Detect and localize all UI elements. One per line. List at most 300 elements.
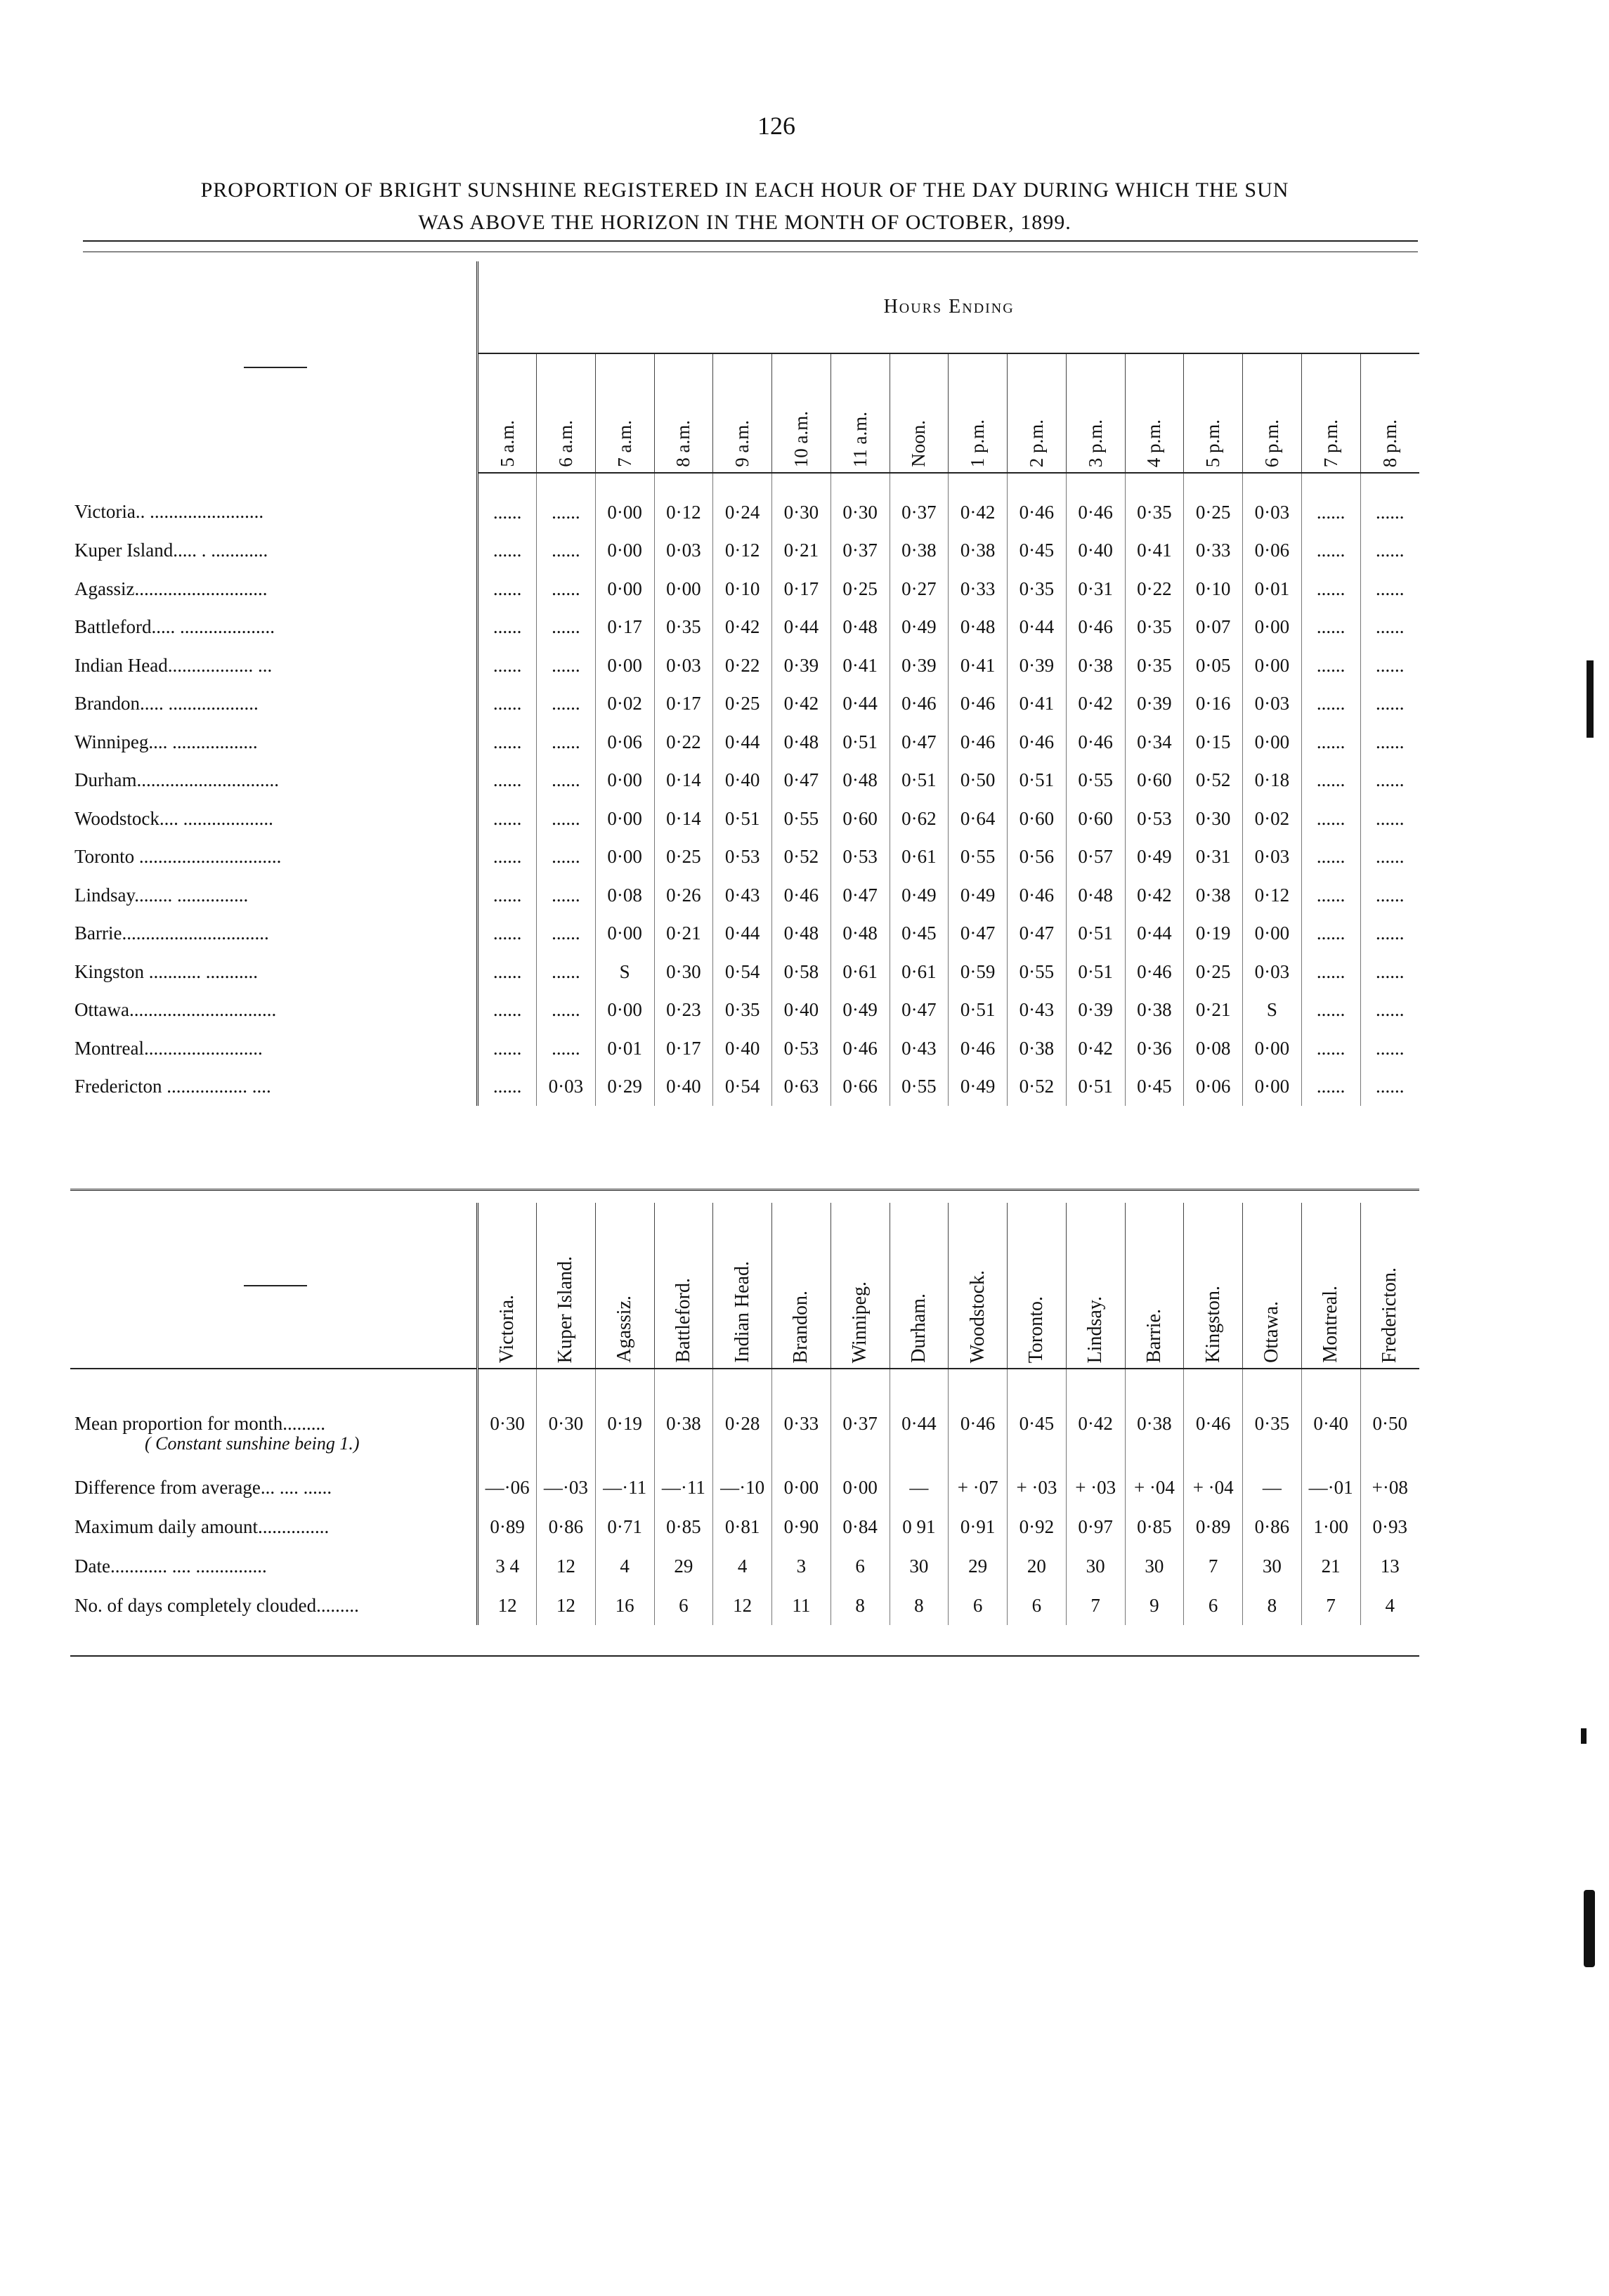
summary-value: 30 bbox=[890, 1546, 949, 1586]
sunshine-value: 0·51 bbox=[713, 800, 772, 838]
sunshine-value: 0·49 bbox=[1125, 838, 1184, 877]
station-name: Winnipeg.... .................. bbox=[70, 723, 478, 762]
station-name: Toronto .............................. bbox=[70, 838, 478, 877]
sunshine-value: 0·36 bbox=[1125, 1029, 1184, 1068]
sunshine-value: ...... bbox=[537, 473, 596, 532]
station-label: Barrie. bbox=[1142, 1309, 1165, 1363]
summary-value: 0·91 bbox=[949, 1507, 1008, 1546]
sunshine-value: ...... bbox=[1360, 991, 1419, 1030]
sunshine-value: 0·58 bbox=[772, 953, 831, 991]
sunshine-value: 0·40 bbox=[713, 762, 772, 800]
sunshine-value: 0·63 bbox=[772, 1068, 831, 1107]
table-stub-header bbox=[70, 261, 478, 473]
sunshine-value: 0·35 bbox=[1125, 608, 1184, 647]
station-column-header bbox=[1360, 1203, 1419, 1369]
sunshine-value: ...... bbox=[1301, 1029, 1360, 1068]
sunshine-value: ...... bbox=[537, 646, 596, 685]
sunshine-value: ...... bbox=[478, 723, 537, 762]
hour-column-header bbox=[537, 353, 596, 473]
station-name: Durham.............................. bbox=[70, 762, 478, 800]
sunshine-value: ...... bbox=[537, 608, 596, 647]
summary-value: 0·40 bbox=[1301, 1369, 1360, 1468]
sunshine-value: 0·66 bbox=[830, 1068, 890, 1107]
sunshine-value: ...... bbox=[478, 800, 537, 838]
sunshine-value: 0·43 bbox=[713, 876, 772, 915]
sunshine-value: 0·39 bbox=[1066, 991, 1125, 1030]
sunshine-value: 0·49 bbox=[830, 991, 890, 1030]
station-name: Montreal......................... bbox=[70, 1029, 478, 1068]
sunshine-value: 0·22 bbox=[1125, 570, 1184, 608]
hour-column-header bbox=[478, 353, 537, 473]
table-row bbox=[70, 1468, 1419, 1507]
sunshine-value: S bbox=[1243, 991, 1302, 1030]
sunshine-value: ...... bbox=[537, 838, 596, 877]
sunshine-value: 0·25 bbox=[1184, 473, 1243, 532]
row-label-text: Mean proportion for month......... bbox=[74, 1412, 325, 1434]
row-label-text: Difference from average... .... ...... bbox=[74, 1476, 332, 1498]
sunshine-value: 0·49 bbox=[890, 608, 949, 647]
table-row bbox=[70, 1029, 1419, 1068]
table-row bbox=[70, 1507, 1419, 1546]
sunshine-value: 0·41 bbox=[1008, 685, 1067, 724]
sunshine-value: ...... bbox=[537, 532, 596, 570]
sunshine-value: 0·02 bbox=[595, 685, 654, 724]
sunshine-value: 0·35 bbox=[654, 608, 713, 647]
sunshine-value: 0·55 bbox=[890, 1068, 949, 1107]
sunshine-value: 0·00 bbox=[1243, 646, 1302, 685]
row-note: ( Constant sunshine being 1.) bbox=[145, 1433, 360, 1454]
summary-value: 4 bbox=[713, 1546, 772, 1586]
sunshine-value: 0·44 bbox=[830, 685, 890, 724]
sunshine-value: 0·46 bbox=[949, 685, 1008, 724]
summary-value: 29 bbox=[949, 1546, 1008, 1586]
sunshine-value: 0·35 bbox=[713, 991, 772, 1030]
sunshine-value: 0·42 bbox=[713, 608, 772, 647]
hour-label: 7 a.m. bbox=[613, 420, 635, 467]
row-label-text: Date............ .... ............... bbox=[74, 1555, 267, 1577]
summary-value: 0·38 bbox=[654, 1369, 713, 1468]
sunshine-value: ...... bbox=[537, 723, 596, 762]
sunshine-value: 0·37 bbox=[890, 473, 949, 532]
sunshine-value: ...... bbox=[1360, 570, 1419, 608]
summary-value: + ·04 bbox=[1184, 1468, 1243, 1507]
summary-value: 0·85 bbox=[1125, 1507, 1184, 1546]
summary-value: 0·86 bbox=[537, 1507, 596, 1546]
sunshine-value: 0·48 bbox=[772, 915, 831, 953]
summary-value: 4 bbox=[595, 1546, 654, 1586]
sunshine-value: ...... bbox=[1301, 838, 1360, 877]
sunshine-value: 0·47 bbox=[890, 723, 949, 762]
summary-value: 0·85 bbox=[654, 1507, 713, 1546]
summary-value: 29 bbox=[654, 1546, 713, 1586]
scan-edge-mark bbox=[1587, 660, 1594, 738]
sunshine-value: ...... bbox=[1360, 1068, 1419, 1107]
sunshine-value: ...... bbox=[1301, 608, 1360, 647]
sunshine-value: 0·03 bbox=[1243, 953, 1302, 991]
sunshine-value: 0·21 bbox=[654, 915, 713, 953]
page-number: 126 bbox=[757, 112, 795, 140]
sunshine-value: 0·42 bbox=[949, 473, 1008, 532]
sunshine-value: 0·34 bbox=[1125, 723, 1184, 762]
summary-value: 6 bbox=[1008, 1586, 1067, 1625]
station-label: Ottawa. bbox=[1261, 1301, 1283, 1363]
summary-value: 6 bbox=[1184, 1586, 1243, 1625]
sunshine-value: ...... bbox=[1301, 876, 1360, 915]
sunshine-value: 0·00 bbox=[595, 838, 654, 877]
station-column-header bbox=[478, 1203, 537, 1369]
summary-value: 0·90 bbox=[772, 1507, 831, 1546]
sunshine-value: ...... bbox=[478, 1068, 537, 1107]
sunshine-value: 0·14 bbox=[654, 762, 713, 800]
sunshine-value: 0·42 bbox=[1066, 1029, 1125, 1068]
station-label: Lindsay. bbox=[1084, 1296, 1107, 1363]
station-name: Kingston ........... ........... bbox=[70, 953, 478, 991]
sunshine-value: ...... bbox=[478, 953, 537, 991]
sunshine-value: 0·60 bbox=[1066, 800, 1125, 838]
hour-label: 7 p.m. bbox=[1320, 419, 1341, 467]
sunshine-value: 0·62 bbox=[890, 800, 949, 838]
hour-column-header bbox=[949, 353, 1008, 473]
sunshine-value: ...... bbox=[478, 532, 537, 570]
sunshine-value: 0·40 bbox=[654, 1068, 713, 1107]
station-label: Winnipeg. bbox=[849, 1281, 871, 1363]
station-label: Toronto. bbox=[1025, 1296, 1048, 1363]
sunshine-value: 0·46 bbox=[1008, 723, 1067, 762]
sunshine-value: 0·00 bbox=[595, 762, 654, 800]
summary-value: —·11 bbox=[595, 1468, 654, 1507]
sunshine-value: 0·00 bbox=[1243, 915, 1302, 953]
summary-value: 0·44 bbox=[890, 1369, 949, 1468]
summary-value: —·10 bbox=[713, 1468, 772, 1507]
sunshine-value: 0·24 bbox=[713, 473, 772, 532]
sunshine-value: ...... bbox=[537, 1029, 596, 1068]
sunshine-value: 0·59 bbox=[949, 953, 1008, 991]
sunshine-value: 0·46 bbox=[890, 685, 949, 724]
sunshine-value: 0·10 bbox=[1184, 570, 1243, 608]
sunshine-value: ...... bbox=[1360, 838, 1419, 877]
sunshine-value: 0·35 bbox=[1125, 646, 1184, 685]
summary-value: +·08 bbox=[1360, 1468, 1419, 1507]
sunshine-value: 0·00 bbox=[595, 532, 654, 570]
sunshine-value: 0·54 bbox=[713, 1068, 772, 1107]
sunshine-value: 0·47 bbox=[949, 915, 1008, 953]
station-column-header bbox=[1125, 1203, 1184, 1369]
sunshine-value: ...... bbox=[537, 915, 596, 953]
sunshine-value: 0·53 bbox=[830, 838, 890, 877]
hour-label: 5 a.m. bbox=[496, 420, 518, 467]
summary-value: 7 bbox=[1184, 1546, 1243, 1586]
station-label: Victoria. bbox=[496, 1294, 519, 1363]
table-row bbox=[70, 1068, 1419, 1107]
hour-label: 9 a.m. bbox=[731, 420, 753, 467]
sunshine-value: ...... bbox=[1360, 762, 1419, 800]
sunshine-value: ...... bbox=[1360, 473, 1419, 532]
sunshine-value: 0·47 bbox=[772, 762, 831, 800]
summary-table bbox=[70, 1203, 1419, 1625]
sunshine-value: ...... bbox=[1301, 646, 1360, 685]
sunshine-value: ...... bbox=[1360, 646, 1419, 685]
sunshine-value: ...... bbox=[478, 876, 537, 915]
hourly-table-body bbox=[70, 473, 1419, 1106]
table-row bbox=[70, 570, 1419, 608]
summary-value: 0·46 bbox=[949, 1369, 1008, 1468]
sunshine-value: 0·33 bbox=[949, 570, 1008, 608]
hour-label: 10 a.m. bbox=[790, 410, 812, 467]
sunshine-value: ...... bbox=[1360, 723, 1419, 762]
sunshine-value: 0·49 bbox=[949, 1068, 1008, 1107]
sunshine-value: 0·00 bbox=[595, 915, 654, 953]
sunshine-value: 0·12 bbox=[1243, 876, 1302, 915]
station-name: Indian Head.................. ... bbox=[70, 646, 478, 685]
sunshine-value: 0·55 bbox=[1008, 953, 1067, 991]
sunshine-value: 0·46 bbox=[1066, 723, 1125, 762]
sunshine-value: 0·40 bbox=[772, 991, 831, 1030]
station-column-header bbox=[713, 1203, 772, 1369]
station-column-header bbox=[654, 1203, 713, 1369]
table-row bbox=[70, 723, 1419, 762]
sunshine-value: 0·56 bbox=[1008, 838, 1067, 877]
sunshine-value: ...... bbox=[1301, 570, 1360, 608]
station-column-header bbox=[949, 1203, 1008, 1369]
section-rule bbox=[70, 1189, 1419, 1191]
sunshine-value: 0·30 bbox=[772, 473, 831, 532]
sunshine-value: 0·46 bbox=[1066, 608, 1125, 647]
hour-column-header bbox=[1301, 353, 1360, 473]
sunshine-value: ...... bbox=[478, 685, 537, 724]
station-label: Montreal. bbox=[1320, 1286, 1342, 1363]
sunshine-value: 0·08 bbox=[1184, 1029, 1243, 1068]
sunshine-value: 0·48 bbox=[1066, 876, 1125, 915]
station-name: Kuper Island..... . ............ bbox=[70, 532, 478, 570]
summary-row-label bbox=[70, 1468, 478, 1507]
summary-value: 0·42 bbox=[1066, 1369, 1125, 1468]
summary-value: — bbox=[1243, 1468, 1302, 1507]
sunshine-value: 0·52 bbox=[772, 838, 831, 877]
summary-value: 6 bbox=[949, 1586, 1008, 1625]
scan-edge-mark bbox=[1584, 1890, 1595, 1967]
hour-label: 1 p.m. bbox=[967, 419, 989, 467]
sunshine-value: 0·43 bbox=[890, 1029, 949, 1068]
sunshine-value: ...... bbox=[1301, 991, 1360, 1030]
hour-column-header bbox=[1360, 353, 1419, 473]
summary-value: + ·03 bbox=[1008, 1468, 1067, 1507]
summary-table-body bbox=[70, 1369, 1419, 1625]
page-title bbox=[70, 174, 1419, 239]
table-row bbox=[70, 762, 1419, 800]
sunshine-value: 0·41 bbox=[1125, 532, 1184, 570]
summary-value: —·01 bbox=[1301, 1468, 1360, 1507]
sunshine-value: 0·03 bbox=[1243, 838, 1302, 877]
sunshine-value: ...... bbox=[1360, 953, 1419, 991]
sunshine-value: ...... bbox=[1360, 532, 1419, 570]
sunshine-value: 0·27 bbox=[890, 570, 949, 608]
sunshine-value: 0·60 bbox=[1125, 762, 1184, 800]
sunshine-value: 0·18 bbox=[1243, 762, 1302, 800]
station-column-header bbox=[595, 1203, 654, 1369]
sunshine-value: 0·44 bbox=[772, 608, 831, 647]
station-column-header bbox=[537, 1203, 596, 1369]
station-name: Lindsay........ ............... bbox=[70, 876, 478, 915]
sunshine-value: ...... bbox=[1360, 685, 1419, 724]
sunshine-value: 0·06 bbox=[1184, 1068, 1243, 1107]
hour-label: 2 p.m. bbox=[1025, 419, 1047, 467]
summary-value: 1·00 bbox=[1301, 1507, 1360, 1546]
sunshine-value: 0·38 bbox=[1125, 991, 1184, 1030]
sunshine-value: 0·51 bbox=[830, 723, 890, 762]
sunshine-value: ...... bbox=[478, 762, 537, 800]
table-row bbox=[70, 685, 1419, 724]
sunshine-value: ...... bbox=[537, 762, 596, 800]
sunshine-value: 0·12 bbox=[654, 473, 713, 532]
sunshine-value: ...... bbox=[1360, 1029, 1419, 1068]
sunshine-value: 0·38 bbox=[1066, 646, 1125, 685]
hour-column-header bbox=[1243, 353, 1302, 473]
sunshine-value: 0·46 bbox=[772, 876, 831, 915]
table-row bbox=[70, 1546, 1419, 1586]
sunshine-value: 0·47 bbox=[830, 876, 890, 915]
summary-value: 0·35 bbox=[1243, 1369, 1302, 1468]
table-row bbox=[70, 953, 1419, 991]
station-column-header bbox=[1243, 1203, 1302, 1369]
hour-column-header bbox=[1184, 353, 1243, 473]
stub-dash bbox=[244, 1285, 307, 1286]
sunshine-value: ...... bbox=[1301, 532, 1360, 570]
sunshine-value: 0·31 bbox=[1184, 838, 1243, 877]
sunshine-value: 0·48 bbox=[772, 723, 831, 762]
sunshine-value: 0·17 bbox=[654, 1029, 713, 1068]
summary-value: 0·93 bbox=[1360, 1507, 1419, 1546]
table-row bbox=[70, 876, 1419, 915]
summary-value: 0·30 bbox=[537, 1369, 596, 1468]
summary-value: 0·46 bbox=[1184, 1369, 1243, 1468]
sunshine-value: 0·25 bbox=[654, 838, 713, 877]
sunshine-value: 0·45 bbox=[1008, 532, 1067, 570]
sunshine-value: 0·35 bbox=[1008, 570, 1067, 608]
sunshine-value: 0·51 bbox=[890, 762, 949, 800]
station-column-header bbox=[772, 1203, 831, 1369]
sunshine-value: 0·03 bbox=[1243, 685, 1302, 724]
sunshine-value: 0·61 bbox=[890, 953, 949, 991]
station-label: Fredericton. bbox=[1379, 1267, 1401, 1363]
sunshine-value: 0·55 bbox=[949, 838, 1008, 877]
sunshine-value: 0·01 bbox=[1243, 570, 1302, 608]
summary-value: 7 bbox=[1301, 1586, 1360, 1625]
sunshine-value: 0·00 bbox=[654, 570, 713, 608]
station-label: Brandon. bbox=[790, 1290, 812, 1363]
summary-value: 0·45 bbox=[1008, 1369, 1067, 1468]
station-column-header bbox=[1301, 1203, 1360, 1369]
summary-value: 3 4 bbox=[478, 1546, 537, 1586]
sunshine-value: 0·30 bbox=[1184, 800, 1243, 838]
summary-row-label bbox=[70, 1369, 478, 1468]
sunshine-value: 0·46 bbox=[1008, 473, 1067, 532]
summary-value: 0·28 bbox=[713, 1369, 772, 1468]
hours-ending-header: Hours Ending bbox=[478, 261, 1419, 353]
sunshine-value: 0·46 bbox=[1125, 953, 1184, 991]
summary-row-label bbox=[70, 1546, 478, 1586]
sunshine-value: ...... bbox=[537, 953, 596, 991]
sunshine-value: 0·37 bbox=[830, 532, 890, 570]
summary-value: 11 bbox=[772, 1586, 831, 1625]
sunshine-value: 0·02 bbox=[1243, 800, 1302, 838]
sunshine-value: S bbox=[595, 953, 654, 991]
sunshine-value: 0·14 bbox=[654, 800, 713, 838]
sunshine-value: 0·49 bbox=[949, 876, 1008, 915]
sunshine-value: 0·52 bbox=[1184, 762, 1243, 800]
sunshine-value: 0·00 bbox=[595, 646, 654, 685]
summary-row-label bbox=[70, 1586, 478, 1625]
sunshine-value: 0·40 bbox=[1066, 532, 1125, 570]
sunshine-value: 0·46 bbox=[1008, 876, 1067, 915]
sunshine-value: 0·17 bbox=[595, 608, 654, 647]
scan-edge-mark bbox=[1581, 1728, 1587, 1744]
sunshine-value: ...... bbox=[1301, 1068, 1360, 1107]
summary-value: 30 bbox=[1066, 1546, 1125, 1586]
sunshine-value: 0·42 bbox=[772, 685, 831, 724]
summary-value: 0·84 bbox=[830, 1507, 890, 1546]
sunshine-value: 0·38 bbox=[1184, 876, 1243, 915]
sunshine-value: 0·53 bbox=[1125, 800, 1184, 838]
sunshine-value: ...... bbox=[1360, 876, 1419, 915]
sunshine-value: 0·47 bbox=[1008, 915, 1067, 953]
sunshine-value: 0·48 bbox=[830, 915, 890, 953]
sunshine-value: 0·03 bbox=[1243, 473, 1302, 532]
sunshine-value: 0·47 bbox=[890, 991, 949, 1030]
hour-label: 6 p.m. bbox=[1261, 419, 1282, 467]
hour-column-header bbox=[654, 353, 713, 473]
station-name: Victoria.. ........................ bbox=[70, 473, 478, 532]
sunshine-value: 0·00 bbox=[1243, 723, 1302, 762]
sunshine-value: ...... bbox=[1301, 800, 1360, 838]
sunshine-value: ...... bbox=[1301, 685, 1360, 724]
table-row bbox=[70, 473, 1419, 532]
sunshine-value: 0·23 bbox=[654, 991, 713, 1030]
summary-value: + ·03 bbox=[1066, 1468, 1125, 1507]
summary-value: 0·97 bbox=[1066, 1507, 1125, 1546]
sunshine-value: 0·48 bbox=[949, 608, 1008, 647]
summary-value: 12 bbox=[478, 1586, 537, 1625]
sunshine-value: 0·16 bbox=[1184, 685, 1243, 724]
sunshine-value: 0·64 bbox=[949, 800, 1008, 838]
sunshine-value: 0·42 bbox=[1125, 876, 1184, 915]
station-name: Agassiz............................ bbox=[70, 570, 478, 608]
table-row bbox=[70, 915, 1419, 953]
sunshine-value: ...... bbox=[1360, 608, 1419, 647]
sunshine-value: ...... bbox=[1360, 915, 1419, 953]
summary-value: 0·50 bbox=[1360, 1369, 1419, 1468]
table-row bbox=[70, 1586, 1419, 1625]
sunshine-value: 0·38 bbox=[949, 532, 1008, 570]
sunshine-value: 0·08 bbox=[595, 876, 654, 915]
hour-column-header bbox=[830, 353, 890, 473]
summary-value: 0·89 bbox=[1184, 1507, 1243, 1546]
station-name: Barrie............................... bbox=[70, 915, 478, 953]
table-row bbox=[70, 1369, 1419, 1468]
sunshine-value: 0·51 bbox=[949, 991, 1008, 1030]
sunshine-value: ...... bbox=[1301, 723, 1360, 762]
sunshine-value: 0·43 bbox=[1008, 991, 1067, 1030]
sunshine-value: ...... bbox=[1360, 800, 1419, 838]
sunshine-value: 0·45 bbox=[1125, 1068, 1184, 1107]
summary-value: 0·86 bbox=[1243, 1507, 1302, 1546]
hour-column-header bbox=[772, 353, 831, 473]
sunshine-value: 0·00 bbox=[595, 473, 654, 532]
sunshine-value: 0·50 bbox=[949, 762, 1008, 800]
summary-value: 9 bbox=[1125, 1586, 1184, 1625]
summary-value: 12 bbox=[713, 1586, 772, 1625]
sunshine-value: 0·33 bbox=[1184, 532, 1243, 570]
sunshine-value: 0·06 bbox=[1243, 532, 1302, 570]
